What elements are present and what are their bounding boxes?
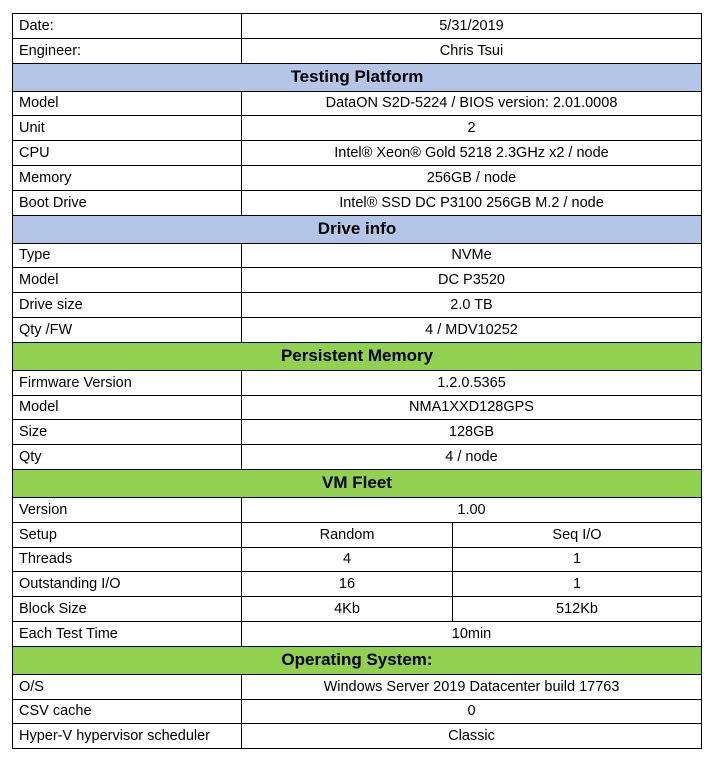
row-label: Boot Drive	[13, 190, 242, 215]
row-value: 2.0 TB	[242, 293, 702, 318]
drive-info-title: Drive info	[13, 215, 702, 243]
engineer-value: Chris Tsui	[242, 38, 702, 63]
row-label: Size	[13, 420, 242, 445]
operating-system-title: Operating System:	[13, 646, 702, 674]
table-row	[13, 116, 702, 141]
row-value: DataON S2D-5224 / BIOS version: 2.01.0008	[242, 91, 702, 116]
table-row	[13, 91, 702, 116]
row-value: 0	[242, 699, 702, 724]
setup-row	[13, 522, 702, 547]
row-value: 128GB	[242, 420, 702, 445]
row-value: Intel® SSD DC P3100 256GB M.2 / node	[242, 190, 702, 215]
table-row	[13, 699, 702, 724]
table-row	[13, 674, 702, 699]
seq-io-column-header: Seq I/O	[453, 522, 702, 547]
table-row	[13, 317, 702, 342]
random-column-header: Random	[242, 522, 453, 547]
testing-platform-section-header	[13, 63, 702, 91]
row-label: Memory	[13, 165, 242, 190]
row-value: NVMe	[242, 243, 702, 268]
row-label: Firmware Version	[13, 370, 242, 395]
testing-platform-title: Testing Platform	[13, 63, 702, 91]
table-row	[13, 243, 702, 268]
row-label: Model	[13, 91, 242, 116]
row-label: CPU	[13, 141, 242, 166]
engineer-row	[13, 38, 702, 63]
table-row	[13, 190, 702, 215]
row-label: Model	[13, 268, 242, 293]
row-value: Intel® Xeon® Gold 5218 2.3GHz x2 / node	[242, 141, 702, 166]
row-label: Threads	[13, 547, 242, 572]
row-label: CSV cache	[13, 699, 242, 724]
row-value: 4 / node	[242, 445, 702, 470]
row-value: 4 / MDV10252	[242, 317, 702, 342]
row-label: Each Test Time	[13, 621, 242, 646]
row-label: Drive size	[13, 293, 242, 318]
row-label: Qty	[13, 445, 242, 470]
threads-row	[13, 547, 702, 572]
table-row	[13, 420, 702, 445]
row-label: Outstanding I/O	[13, 572, 242, 597]
row-label: O/S	[13, 674, 242, 699]
random-value: 4	[242, 547, 453, 572]
row-label: Block Size	[13, 597, 242, 622]
table-row	[13, 268, 702, 293]
seq-value: 1	[453, 547, 702, 572]
table-row	[13, 395, 702, 420]
row-value: 10min	[242, 621, 702, 646]
seq-value: 512Kb	[453, 597, 702, 622]
test-time-row	[13, 621, 702, 646]
row-value: Classic	[242, 724, 702, 749]
table-row	[13, 141, 702, 166]
persistent-memory-title: Persistent Memory	[13, 342, 702, 370]
row-label: Version	[13, 497, 242, 522]
row-value: 2	[242, 116, 702, 141]
block-size-row	[13, 597, 702, 622]
table-row	[13, 370, 702, 395]
row-label: Qty /FW	[13, 317, 242, 342]
outstanding-io-row	[13, 572, 702, 597]
vm-fleet-title: VM Fleet	[13, 469, 702, 497]
random-value: 16	[242, 572, 453, 597]
version-row	[13, 497, 702, 522]
vm-fleet-section-header	[13, 469, 702, 497]
random-value: 4Kb	[242, 597, 453, 622]
row-value: DC P3520	[242, 268, 702, 293]
row-value: 256GB / node	[242, 165, 702, 190]
drive-info-section-header	[13, 215, 702, 243]
row-value: 1.2.0.5365	[242, 370, 702, 395]
test-configuration-table	[12, 13, 702, 749]
date-row	[13, 14, 702, 39]
row-value: 1.00	[242, 497, 702, 522]
row-label: Type	[13, 243, 242, 268]
table-row	[13, 293, 702, 318]
row-value: Windows Server 2019 Datacenter build 17763	[242, 674, 702, 699]
row-value: NMA1XXD128GPS	[242, 395, 702, 420]
engineer-label: Engineer:	[13, 38, 242, 63]
date-label: Date:	[13, 14, 242, 39]
seq-value: 1	[453, 572, 702, 597]
row-label: Setup	[13, 522, 242, 547]
row-label: Model	[13, 395, 242, 420]
table-row	[13, 445, 702, 470]
table-row	[13, 724, 702, 749]
row-label: Unit	[13, 116, 242, 141]
operating-system-section-header	[13, 646, 702, 674]
date-value: 5/31/2019	[242, 14, 702, 39]
persistent-memory-section-header	[13, 342, 702, 370]
row-label: Hyper-V hypervisor scheduler	[13, 724, 242, 749]
table-row	[13, 165, 702, 190]
